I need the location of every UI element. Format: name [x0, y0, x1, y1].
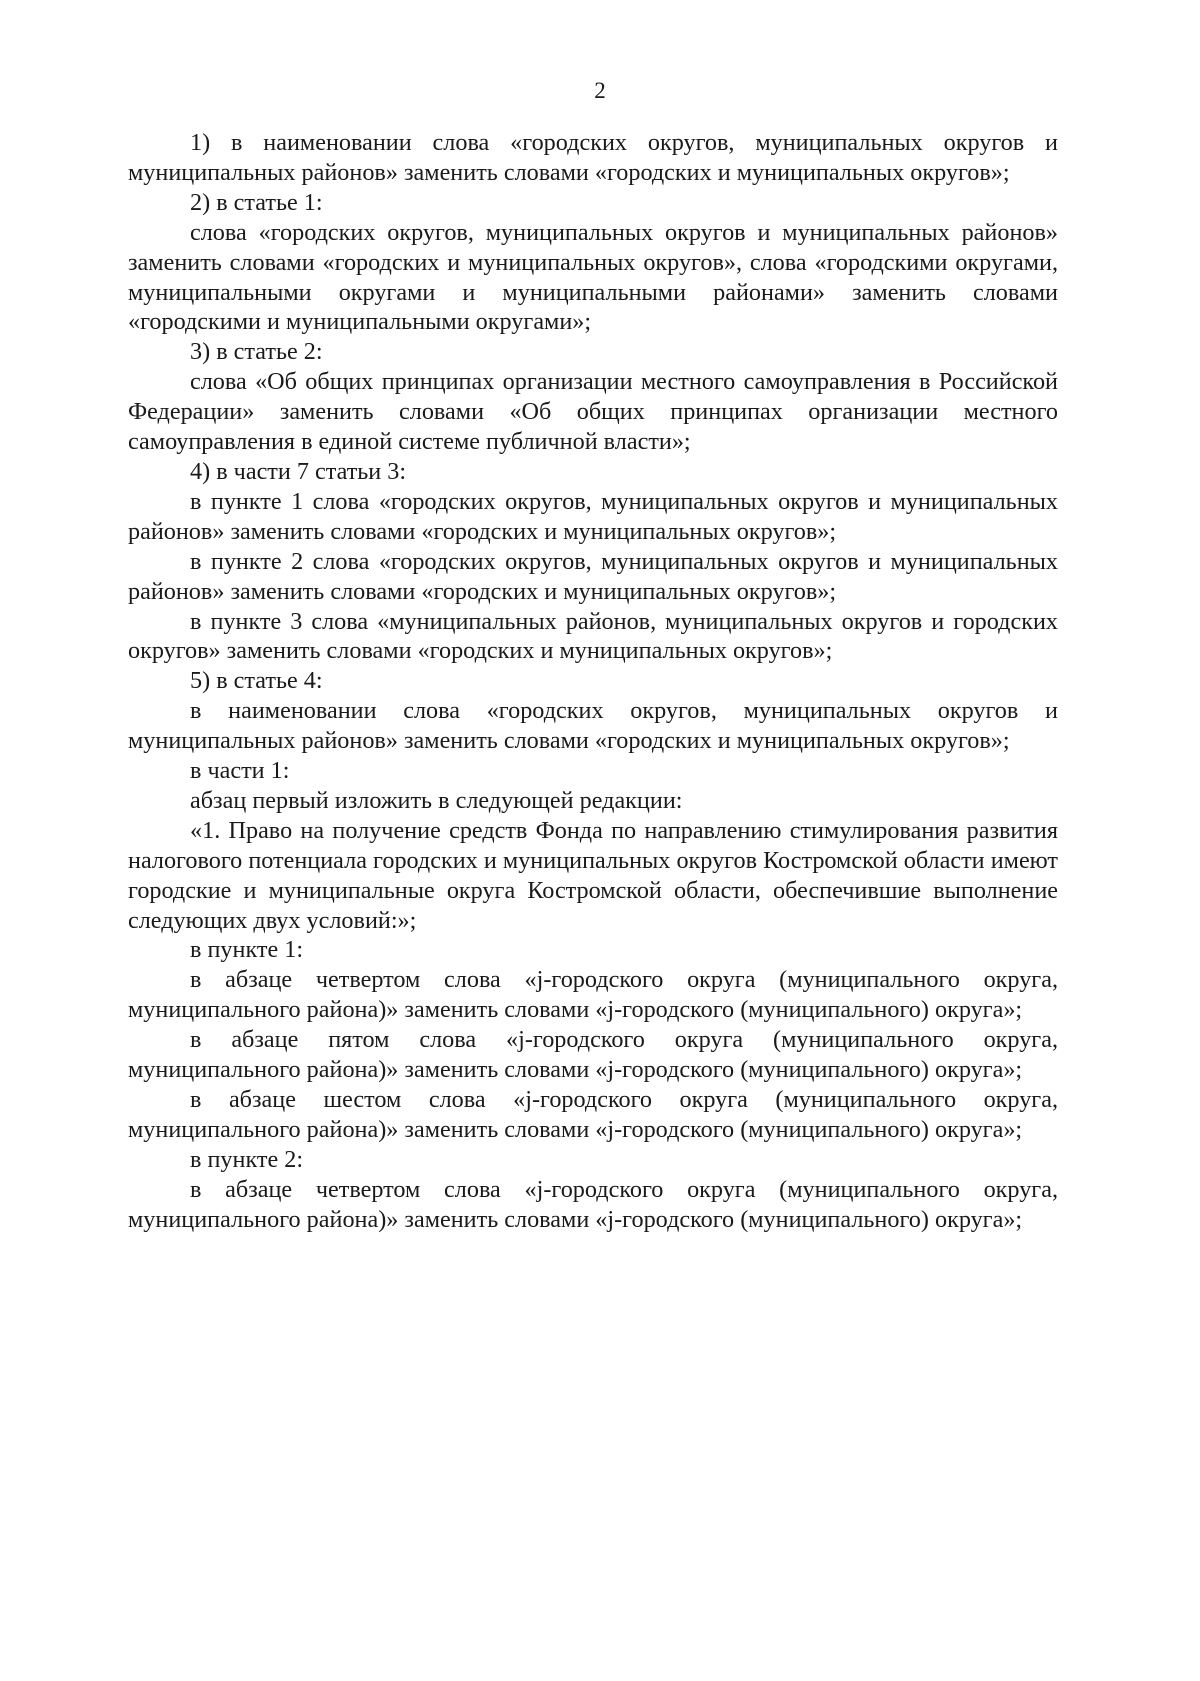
document-body	[128, 128, 1058, 1235]
paragraph-9: в пункте 3 слова «муниципальных районов, муниципальных округов и городских округов» заменить словами «городских и муниципальных округов»;	[128, 607, 1058, 665]
paragraph-19: в пункте 2:	[190, 1145, 304, 1173]
paragraph-11: в наименовании слова «городских округов, муниципальных округов и муниципальных районов» заменить словами «городских и муниципальных округов»;	[128, 697, 1058, 755]
paragraph-10: 5) в статье 4:	[190, 667, 323, 695]
paragraph-18: в абзаце шестом слова «j-городского округа (муниципального округа, муниципального района)» заменить словами «j-городского (муниципального) округа»;	[128, 1086, 1058, 1143]
paragraph-20: в абзаце четвертом слова «j-городского округа (муниципального округа, муниципального района)» заменить словами «j-городского (муниципального) округа»;	[128, 1175, 1058, 1233]
paragraph-16: в абзаце четвертом слова «j-городского округа (муниципального округа, муниципального района)» заменить словами «j-городского (муниципального) округа»;	[128, 966, 1058, 1024]
paragraph-2: 2) в статье 1:	[190, 188, 323, 216]
paragraph-6: 4) в части 7 статьи 3:	[190, 457, 407, 485]
paragraph-3: слова «городских округов, муниципальных округов и муниципальных районов» заменить словами «городских и муниципальных округов», слова «городскими округами, муниципальными округами и муниципальными районами» заменить словами «городскими и муниципальными округами»;	[128, 218, 1058, 336]
paragraph-15: в пункте 1:	[190, 936, 304, 964]
paragraph-8: в пункте 2 слова «городских округов, муниципальных округов и муниципальных районов» заменить словами «городских и муниципальных округов»;	[128, 547, 1058, 605]
paragraph-5: слова «Об общих принципах организации местного самоуправления в Российской Федерации» заменить словами «Об общих принципах организации местного самоуправления в единой системе публичной власти»;	[128, 368, 1058, 456]
paragraph-1: 1) в наименовании слова «городских округов, муниципальных округов и муниципальных районов» заменить словами «городских и муниципальных округов»;	[128, 129, 1058, 186]
paragraph-4: 3) в статье 2:	[190, 338, 323, 366]
paragraph-7: в пункте 1 слова «городских округов, муниципальных округов и муниципальных районов» заменить словами «городских и муниципальных округов»;	[128, 487, 1058, 545]
paragraph-14: «1. Право на получение средств Фонда по направлению стимулирования развития налогового потенциала городских и муниципальных округов Костромской области имеют городские и муниципальные округа Костромской области, обеспечившие выполнение следующих двух условий:»;	[128, 816, 1058, 934]
page-number: 2	[594, 78, 606, 103]
paragraph-12: в части 1:	[190, 757, 290, 785]
paragraph-13: абзац первый изложить в следующей редакции:	[190, 786, 683, 814]
paragraph-17: в абзаце пятом слова «j-городского округа (муниципального округа, муниципального района)» заменить словами «j-городского (муниципального) округа»;	[128, 1026, 1058, 1084]
